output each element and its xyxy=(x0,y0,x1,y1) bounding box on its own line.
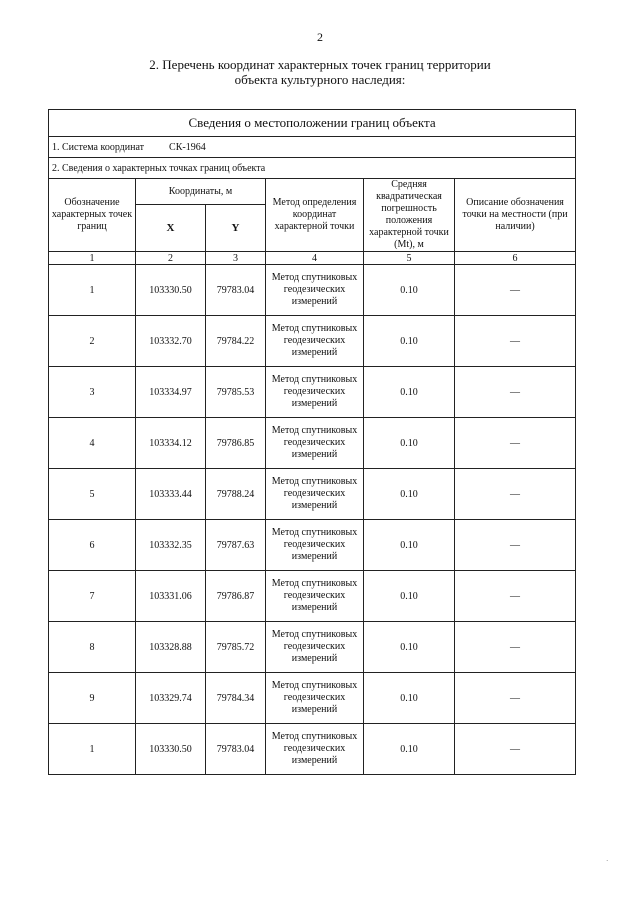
title-line-1: 2. Перечень координат характерных точек границ территории xyxy=(149,57,491,72)
cell-y: 79786.87 xyxy=(206,571,266,622)
header-y: Y xyxy=(206,205,266,252)
cell-y: 79783.04 xyxy=(206,265,266,316)
cell-x: 103332.35 xyxy=(136,520,206,571)
cell-x: 103334.97 xyxy=(136,367,206,418)
cell-error: 0.10 xyxy=(364,622,455,673)
cell-y: 79785.72 xyxy=(206,622,266,673)
cell-x: 103330.50 xyxy=(136,265,206,316)
cell-error: 0.10 xyxy=(364,316,455,367)
header-method: Метод определения координат характерной точки xyxy=(266,179,364,252)
document-title xyxy=(120,57,520,87)
cell-description: — xyxy=(455,418,576,469)
cell-x: 103334.12 xyxy=(136,418,206,469)
cell-x: 103331.06 xyxy=(136,571,206,622)
column-number: 5 xyxy=(364,252,455,265)
cell-method: Метод спутниковых геодезических измерений xyxy=(266,469,364,520)
cell-x: 103329.74 xyxy=(136,673,206,724)
cell-point: 8 xyxy=(49,622,136,673)
cell-y: 79786.85 xyxy=(206,418,266,469)
cell-error: 0.10 xyxy=(364,418,455,469)
cell-point: 1 xyxy=(49,724,136,775)
cell-y: 79783.04 xyxy=(206,724,266,775)
column-number: 4 xyxy=(266,252,364,265)
cell-x: 103330.50 xyxy=(136,724,206,775)
table-row xyxy=(49,673,576,724)
column-number: 3 xyxy=(206,252,266,265)
cell-description: — xyxy=(455,622,576,673)
table-row xyxy=(49,316,576,367)
cell-point: 1 xyxy=(49,265,136,316)
cell-description: — xyxy=(455,367,576,418)
column-number: 2 xyxy=(136,252,206,265)
cell-point: 4 xyxy=(49,418,136,469)
cell-point: 9 xyxy=(49,673,136,724)
cell-error: 0.10 xyxy=(364,265,455,316)
cell-x: 103332.70 xyxy=(136,316,206,367)
cell-error: 0.10 xyxy=(364,724,455,775)
table-row xyxy=(49,265,576,316)
header-point: Обозначение характерных точек границ xyxy=(49,179,136,252)
page-number: 2 xyxy=(317,30,323,44)
cell-y: 79787.63 xyxy=(206,520,266,571)
cell-point: 3 xyxy=(49,367,136,418)
title-line-2: объекта культурного наследия: xyxy=(234,72,406,87)
header-description: Описание обозначения точки на местности (при наличии) xyxy=(455,179,576,252)
cell-description: — xyxy=(455,265,576,316)
cell-y: 79784.22 xyxy=(206,316,266,367)
cell-description: — xyxy=(455,724,576,775)
column-number: 1 xyxy=(49,252,136,265)
table-row xyxy=(49,571,576,622)
cell-y: 79785.53 xyxy=(206,367,266,418)
cell-method: Метод спутниковых геодезических измерений xyxy=(266,724,364,775)
table-row xyxy=(49,418,576,469)
cell-y: 79788.24 xyxy=(206,469,266,520)
cell-method: Метод спутниковых геодезических измерений xyxy=(266,520,364,571)
cell-x: 103333.44 xyxy=(136,469,206,520)
cell-error: 0.10 xyxy=(364,673,455,724)
header-coordinates: Координаты, м xyxy=(136,179,266,205)
coordinate-system-value: СК-1964 xyxy=(169,141,206,153)
cell-method: Метод спутниковых геодезических измерений xyxy=(266,265,364,316)
header-error: Средняя квадратическая погрешность положения характерной точки (Mt), м xyxy=(364,179,455,252)
cell-x: 103328.88 xyxy=(136,622,206,673)
cell-point: 6 xyxy=(49,520,136,571)
table-banner: Сведения о местоположении границ объекта xyxy=(49,110,576,137)
cell-y: 79784.34 xyxy=(206,673,266,724)
table-row xyxy=(49,469,576,520)
cell-method: Метод спутниковых геодезических измерений xyxy=(266,418,364,469)
header-x: X xyxy=(136,205,206,252)
cell-point: 2 xyxy=(49,316,136,367)
cell-method: Метод спутниковых геодезических измерений xyxy=(266,622,364,673)
cell-point: 5 xyxy=(49,469,136,520)
cell-error: 0.10 xyxy=(364,367,455,418)
table-row xyxy=(49,622,576,673)
cell-description: — xyxy=(455,469,576,520)
table-row xyxy=(49,724,576,775)
cell-method: Метод спутниковых геодезических измерений xyxy=(266,367,364,418)
cell-error: 0.10 xyxy=(364,469,455,520)
column-number: 6 xyxy=(455,252,576,265)
coordinate-system-row xyxy=(49,137,576,158)
coordinates-table xyxy=(48,109,576,775)
cell-method: Метод спутниковых геодезических измерений xyxy=(266,571,364,622)
coordinate-system-label: 1. Система координат xyxy=(52,141,145,153)
table-row xyxy=(49,367,576,418)
cell-method: Метод спутниковых геодезических измерений xyxy=(266,673,364,724)
cell-description: — xyxy=(455,673,576,724)
cell-description: — xyxy=(455,571,576,622)
margin-mark: · xyxy=(606,857,609,865)
cell-error: 0.10 xyxy=(364,571,455,622)
table-row xyxy=(49,520,576,571)
cell-description: — xyxy=(455,520,576,571)
section-2-label: 2. Сведения о характерных точках границ объекта xyxy=(49,158,576,179)
cell-point: 7 xyxy=(49,571,136,622)
cell-error: 0.10 xyxy=(364,520,455,571)
cell-description: — xyxy=(455,316,576,367)
cell-method: Метод спутниковых геодезических измерений xyxy=(266,316,364,367)
